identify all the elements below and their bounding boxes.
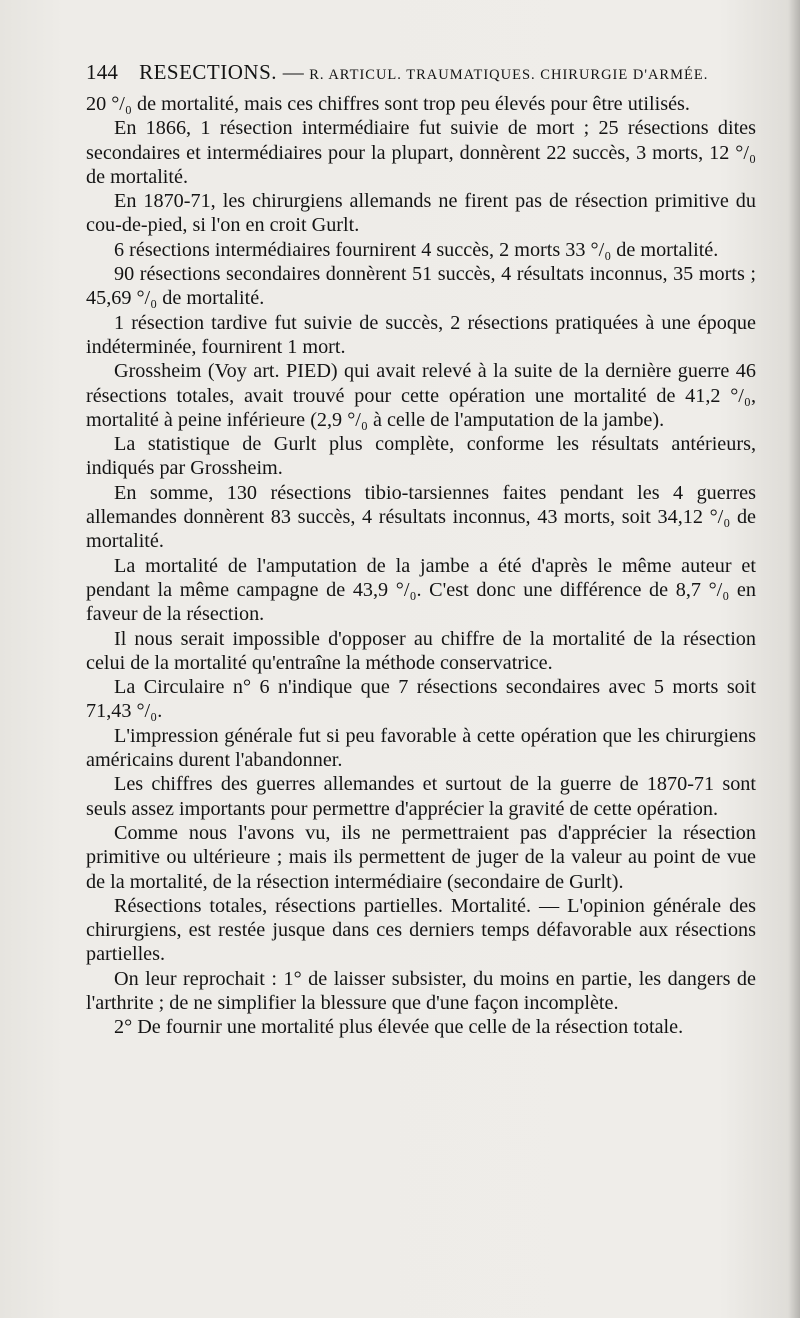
paragraph: 90 résections secondaires donnèrent 51 succès, 4 résultats inconnus, 35 morts ; 45,69 °/₀ de mortalité. bbox=[86, 263, 756, 310]
paragraph: La Circulaire n° 6 n'indique que 7 résections secondaires avec 5 morts soit 71,43 °/₀. bbox=[86, 676, 756, 723]
paragraph: En 1866, 1 résection intermédiaire fut suivie de mort ; 25 résections dites secondaires et intermédiaires pour la plupart, donnèrent 22 succès, 3 morts, 12 °/₀ de mortalité. bbox=[86, 117, 756, 188]
page-number: 144 bbox=[86, 60, 119, 84]
paragraph: 6 résections intermédiaires fournirent 4 succès, 2 morts 33 °/₀ de mortalité. bbox=[114, 238, 719, 261]
paragraph: En 1870-71, les chirurgiens allemands ne firent pas de résection primitive du cou-de-pied, si l'on en croit Gurlt. bbox=[86, 190, 756, 237]
paragraph: 1 résection tardive fut suivie de succès, 2 résections pratiquées à une époque indéterminée, fournirent 1 mort. bbox=[86, 311, 756, 358]
body-text bbox=[86, 92, 756, 1040]
paragraph: La mortalité de l'amputation de la jambe a été d'après le même auteur et pendant la même campagne de 43,9 °/₀. C'est donc une différence de 8,7 °/₀ en faveur de la résection. bbox=[86, 554, 756, 626]
paragraph: La statistique de Gurlt plus complète, conforme les résultats antérieurs, indiqués par Grossheim. bbox=[86, 433, 756, 480]
paragraph: 2° De fournir une mortalité plus élevée que celle de la résection totale. bbox=[114, 1016, 684, 1039]
paragraph: Les chiffres des guerres allemandes et surtout de la guerre de 1870-71 sont seuls assez importants pour permettre d'apprécier la gravité de cette opération. bbox=[86, 773, 756, 820]
running-title: RESECTIONS. — bbox=[139, 60, 305, 84]
paragraph: En somme, 130 résections tibio-tarsiennes faites pendant les 4 guerres allemandes donnèrent 83 succès, 4 résultats inconnus, 43 morts, soit 34,12 °/₀ de mortalité. bbox=[86, 481, 756, 553]
running-subtitle: R. ARTICUL. TRAUMATIQUES. CHIRURGIE D'ARMÉE. bbox=[309, 67, 709, 83]
paragraph: Il nous serait impossible d'opposer au chiffre de la mortalité de la résection celui de la mortalité qu'entraîne la méthode conservatrice. bbox=[86, 627, 756, 674]
paragraph: 20 °/₀ de mortalité, mais ces chiffres sont trop peu élevés pour être utilisés. bbox=[86, 93, 690, 115]
paragraph: L'impression générale fut si peu favorable à cette opération que les chirurgiens américains durent l'abandonner. bbox=[86, 724, 756, 772]
paragraph: Grossheim (Voy art. PIED) qui avait relevé à la suite de la dernière guerre 46 résections totales, avait trouvé pour cette opération une mortalité de 41,2 °/₀, mortalité à peine inférieure (2,9 °/₀ à celle de l'amputation de la jambe). bbox=[86, 360, 756, 431]
running-header bbox=[86, 60, 766, 85]
paragraph: On leur reprochait : 1° de laisser subsister, du moins en partie, les dangers de l'arthrite ; de ne simplifier la blessure que d'une façon incomplète. bbox=[86, 967, 756, 1014]
paragraph: Comme nous l'avons vu, ils ne permettraient pas d'apprécier la résection primitive ou ultérieure ; mais ils permettent de juger de la valeur au point de vue de la mortalité, de la résection intermédiaire (secondaire de Gurlt). bbox=[86, 821, 756, 893]
page-edge-shadow bbox=[788, 0, 800, 1318]
paragraph: Résections totales, résections partielles. Mortalité. — L'opinion générale des chirurgiens, est restée jusque dans ces derniers temps défavorable aux résections partielles. bbox=[86, 894, 756, 966]
